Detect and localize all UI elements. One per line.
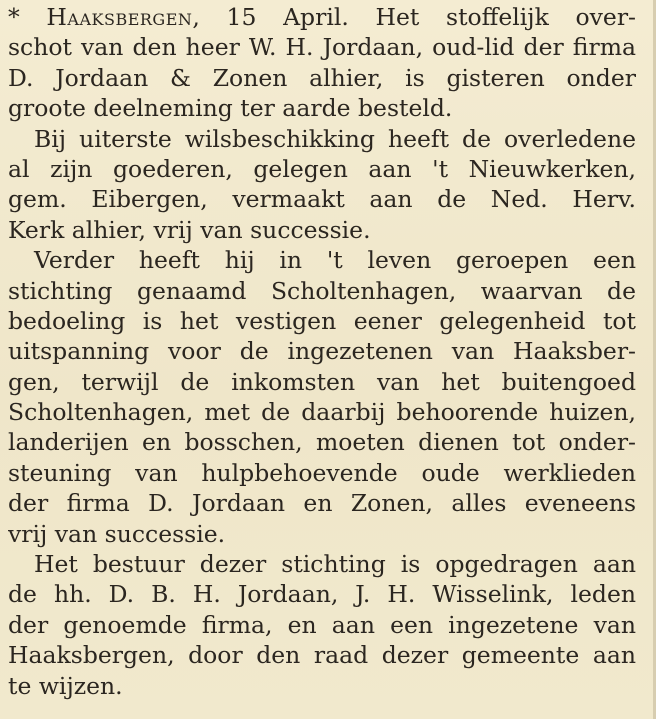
article-line: Verder heeft hij in 't leven geroepen een (34, 246, 636, 275)
article-line: D. Jordaan & Zonen alhier, is gisteren onder (8, 63, 636, 92)
article-line: gen, terwijl de inkomsten van het buitengoed (8, 367, 636, 396)
article-line: vrij van successie. (8, 519, 226, 548)
article-line: landerijen en bosschen, moeten dienen tot onder- (8, 428, 636, 457)
article-line: Bij uiterste wilsbeschikking heeft de overledene (34, 124, 636, 153)
dateline-place: Haaksbergen (46, 3, 193, 31)
article-line: Haaksbergen, door den raad dezer gemeente aan (8, 641, 636, 670)
article-line: der genoemde firma, en aan een ingezetene van (8, 610, 636, 639)
article-line: Het bestuur dezer stichting is opgedragen aan (34, 550, 636, 579)
article-line: al zijn goederen, gelegen aan 't Nieuwkerken, (8, 154, 636, 183)
article-line: te wijzen. (8, 671, 123, 700)
article-line: de hh. D. B. H. Jordaan, J. H. Wisselink, leden (8, 580, 636, 609)
article-line: uitspanning voor de ingezetenen van Haaksber- (8, 337, 636, 366)
article-line (8, 2, 636, 32)
asterisk-marker: * (8, 3, 47, 31)
article-line: bedoeling is het vestigen eener gelegenheid tot (8, 306, 636, 335)
article-line: schot van den heer W. H. Jordaan, oud-lid der firma (8, 33, 636, 62)
dateline-text: , 15 April. Het stoffelijk over- (192, 3, 636, 31)
article-line: der firma D. Jordaan en Zonen, alles eveneens (8, 489, 636, 518)
article-line: Scholtenhagen, met de daarbij behoorende huizen, (8, 398, 636, 427)
article-line: stichting genaamd Scholtenhagen, waarvan de (8, 276, 636, 305)
article-line: gem. Eibergen, vermaakt aan de Ned. Herv. (8, 185, 636, 214)
article-line: Kerk alhier, vrij van successie. (8, 215, 371, 244)
article-body (8, 2, 636, 701)
article-line: steuning van hulpbehoevende oude werklieden (8, 458, 636, 487)
article-line: groote deelneming ter aarde besteld. (8, 94, 453, 123)
